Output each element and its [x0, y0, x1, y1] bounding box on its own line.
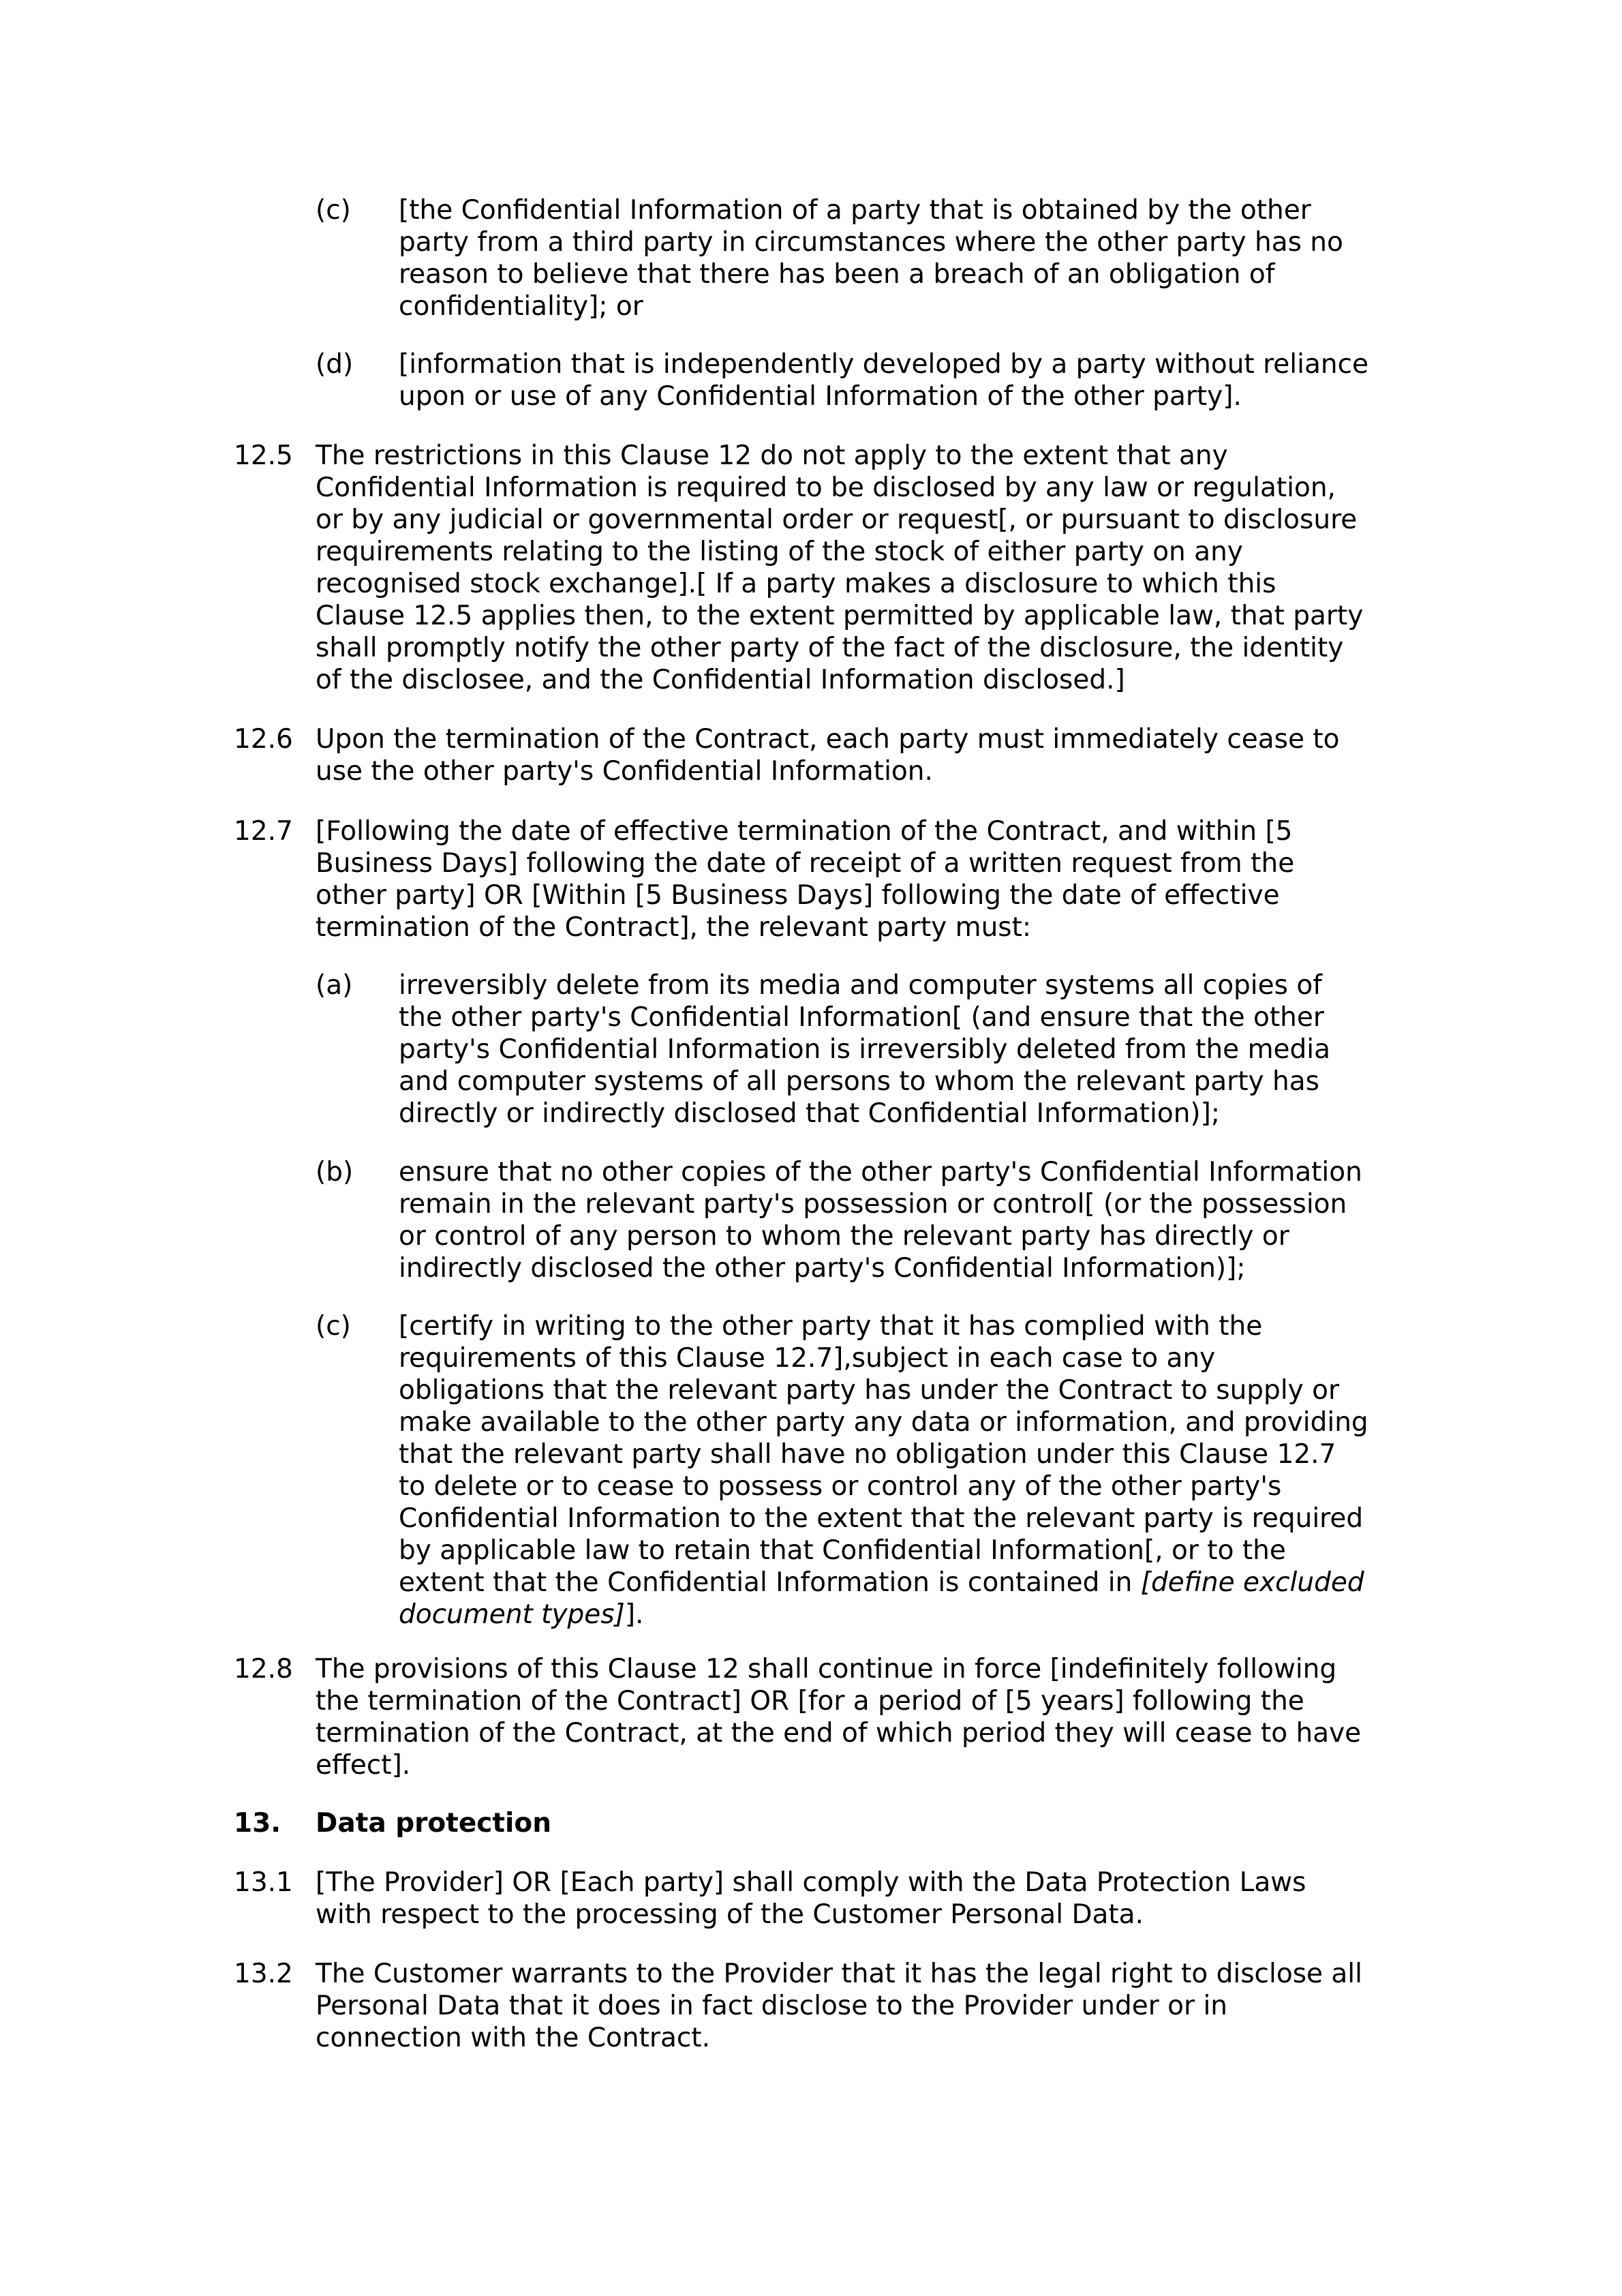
text-line: [the Confidential Information of a party that is obtained by the other	[399, 195, 1311, 226]
text-line: reason to believe that there has been a breach of an obligation of	[399, 259, 1275, 290]
text-line: or by any judicial or governmental order or request[, or pursuant to disclosure	[316, 504, 1358, 535]
text-line: party's Confidential Information is irreversibly deleted from the media	[399, 1034, 1331, 1065]
clause-number: 12.6	[234, 724, 293, 755]
sub-clause-text	[399, 348, 1421, 412]
clause-text	[316, 815, 1406, 943]
clause-number: 13.2	[234, 1959, 293, 1989]
clause-number: 12.7	[234, 816, 293, 847]
text-line: use the other party's Confidential Information.	[316, 756, 933, 787]
text-line	[399, 1599, 1421, 1631]
italic-placeholder: [define excluded	[1140, 1567, 1364, 1598]
sub-clause-number: (c)	[316, 195, 351, 226]
text-line: shall promptly notify the other party of the fact of the disclosure, the identity	[316, 633, 1344, 663]
text-line: The restrictions in this Clause 12 do not apply to the extent that any	[316, 440, 1228, 471]
text-line: irreversibly delete from its media and computer systems all copies of	[399, 970, 1322, 1001]
text-line: The provisions of this Clause 12 shall continue in force [indefinitely following	[316, 1654, 1337, 1685]
text-segment: ].	[624, 1599, 644, 1630]
text-line: other party] OR [Within [5 Business Days] following the date of effective	[316, 880, 1280, 911]
text-line: recognised stock exchange].[ If a party makes a disclosure to which this	[316, 569, 1276, 599]
text-line: Business Days] following the date of receipt of a written request from the	[316, 848, 1295, 879]
text-line: termination of the Contract], the relevant party must:	[316, 912, 1032, 943]
clause-number: 12.5	[234, 440, 293, 471]
text-line: [information that is independently developed by a party without reliance	[399, 349, 1369, 380]
text-line: upon or use of any Confidential Information of the other party].	[399, 381, 1242, 412]
text-line: requirements relating to the listing of the stock of either party on any	[316, 537, 1243, 567]
sub-clause-number: (d)	[316, 349, 354, 380]
text-line: the other party's Confidential Information[ (and ensure that the other	[399, 1002, 1324, 1033]
text-line: and computer systems of all persons to whom the relevant party has	[399, 1066, 1319, 1097]
text-line: party from a third party in circumstances where the other party has no	[399, 227, 1343, 258]
text-line: [certify in writing to the other party that it has complied with the	[399, 1311, 1263, 1342]
text-line: [Following the date of effective termination of the Contract, and within [5	[316, 816, 1293, 847]
text-line: to delete or to cease to possess or control any of the other party's	[399, 1471, 1282, 1502]
text-line: The Customer warrants to the Provider that it has the legal right to disclose all	[316, 1959, 1362, 1989]
text-line: remain in the relevant party's possession or control[ (or the possession	[399, 1189, 1347, 1220]
text-line: by applicable law to retain that Confidential Information[, or to the	[399, 1535, 1286, 1566]
text-line: connection with the Contract.	[316, 2023, 710, 2053]
section-number: 13.	[234, 1808, 281, 1839]
sub-clause-number: (c)	[316, 1311, 351, 1342]
text-line: directly or indirectly disclosed that Confidential Information)];	[399, 1098, 1221, 1129]
text-line: Personal Data that it does in fact disclose to the Provider under or in	[316, 1991, 1227, 2021]
sub-clause-text	[399, 969, 1421, 1130]
text-line: termination of the Contract, at the end of which period they will cease to have	[316, 1718, 1362, 1749]
text-line: Confidential Information is required to be disclosed by any law or regulation,	[316, 472, 1336, 503]
clause-number: 12.8	[234, 1654, 293, 1685]
clause-text	[316, 723, 1406, 787]
text-line: requirements of this Clause 12.7],subject in each case to any	[399, 1343, 1216, 1374]
text-line: the termination of the Contract] OR [for a period of [5 years] following the	[316, 1686, 1304, 1717]
text-line: Clause 12.5 applies then, to the extent permitted by applicable law, that party	[316, 601, 1364, 631]
clause-text	[316, 440, 1406, 696]
section-title	[316, 1807, 1406, 1839]
text-line: ensure that no other copies of the other party's Confidential Information	[399, 1157, 1362, 1188]
text-line: confidentiality]; or	[399, 291, 643, 322]
text-segment: extent that the Confidential Information is contained in	[399, 1567, 1141, 1598]
text-line: of the disclosee, and the Confidential Information disclosed.]	[316, 665, 1125, 695]
sub-clause-number: (a)	[316, 970, 353, 1001]
sub-clause-text	[399, 1156, 1421, 1284]
text-line: effect].	[316, 1750, 411, 1781]
sub-clause-text	[399, 1310, 1421, 1631]
sub-clause-number: (b)	[316, 1157, 354, 1188]
clause-text	[316, 1653, 1406, 1781]
italic-placeholder: document types]	[399, 1599, 625, 1630]
text-line: with respect to the processing of the Customer Personal Data.	[316, 1899, 1144, 1930]
sub-clause-text	[399, 194, 1421, 322]
text-line: or control of any person to whom the relevant party has directly or	[399, 1221, 1289, 1252]
text-line	[399, 1567, 1421, 1599]
clause-number: 13.1	[234, 1867, 293, 1898]
text-line: that the relevant party shall have no obligation under this Clause 12.7	[399, 1439, 1336, 1470]
text-line: [The Provider] OR [Each party] shall comply with the Data Protection Laws	[316, 1867, 1306, 1898]
clause-text	[316, 1867, 1406, 1931]
text-line: make available to the other party any data or information, and providing	[399, 1407, 1368, 1438]
text-line: Data protection	[316, 1808, 551, 1839]
text-line: Confidential Information to the extent that the relevant party is required	[399, 1503, 1364, 1534]
text-line: obligations that the relevant party has under the Contract to supply or	[399, 1375, 1340, 1406]
clause-text	[316, 1958, 1406, 2054]
text-line: Upon the termination of the Contract, each party must immediately cease to	[316, 724, 1340, 755]
text-line: indirectly disclosed the other party's Confidential Information)];	[399, 1253, 1246, 1284]
